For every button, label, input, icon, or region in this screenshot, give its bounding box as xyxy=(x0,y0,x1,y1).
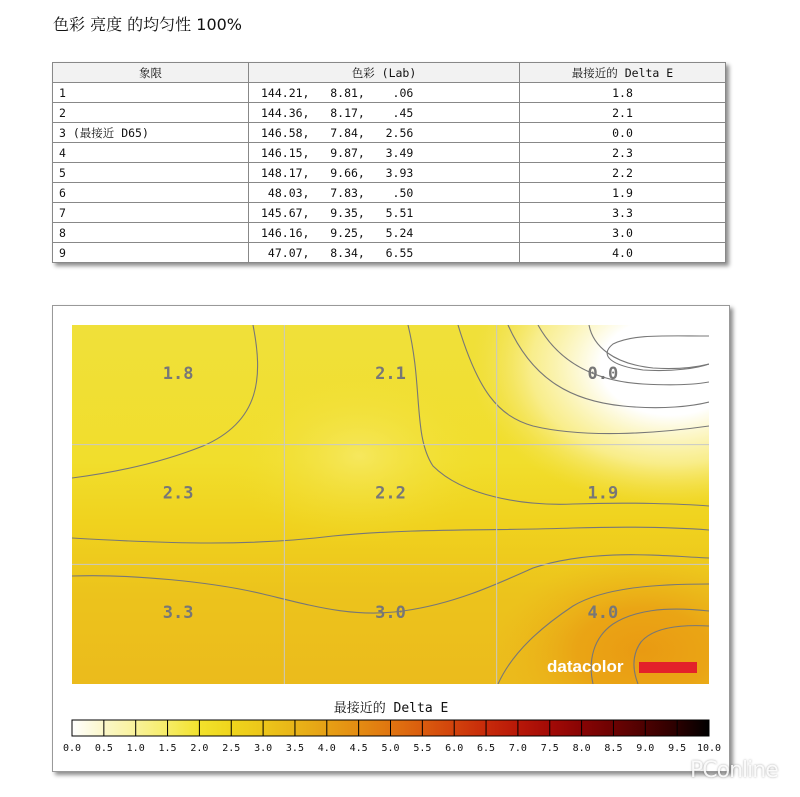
cell-delta-e: 2.3 xyxy=(520,143,726,163)
cell-quadrant: 7 xyxy=(53,203,249,223)
cell-lab: 148.17, 9.66, 3.93 xyxy=(249,163,520,183)
uniformity-chart-card xyxy=(52,305,730,772)
table-row xyxy=(53,103,726,123)
table-row xyxy=(53,123,726,143)
colorbar-title: 最接近的 Delta E xyxy=(333,701,449,716)
cell-delta-e: 4.0 xyxy=(520,243,726,263)
table-row xyxy=(53,163,726,183)
colorbar-tick-label: 5.5 xyxy=(413,743,432,754)
header-quadrant: 象限 xyxy=(53,63,249,83)
cell-quadrant: 6 xyxy=(53,183,249,203)
page-title: 色彩 亮度 的均匀性 100% xyxy=(53,15,243,34)
cell-value-label: 2.2 xyxy=(375,483,406,504)
header-lab: 色彩 (Lab) xyxy=(249,63,520,83)
cell-value-label: 2.1 xyxy=(375,363,406,384)
colorbar xyxy=(63,720,721,754)
cell-value-label: 1.8 xyxy=(162,363,194,384)
cell-value-label: 2.3 xyxy=(162,483,194,504)
colorbar-tick-label: 8.0 xyxy=(572,743,591,754)
watermark-logo: PConline xyxy=(690,758,778,783)
colorbar-tick-label: 7.0 xyxy=(508,743,527,754)
lab-table-container xyxy=(52,62,726,263)
colorbar-tick-label: 3.0 xyxy=(254,743,273,754)
cell-quadrant: 8 xyxy=(53,223,249,243)
header-delta-e: 最接近的 Delta E xyxy=(520,63,726,83)
table-row xyxy=(53,223,726,243)
colorbar-tick-label: 3.5 xyxy=(285,743,304,754)
cell-lab: 146.16, 9.25, 5.24 xyxy=(249,223,520,243)
colorbar-tick-label: 6.0 xyxy=(445,743,464,754)
uniformity-heatmap xyxy=(53,306,729,771)
colorbar-tick-label: 10.0 xyxy=(696,743,722,754)
colorbar-tick-label: 0.5 xyxy=(94,743,113,754)
cell-delta-e: 3.3 xyxy=(520,203,726,223)
cell-quadrant: 9 xyxy=(53,243,249,263)
cell-delta-e: 3.0 xyxy=(520,223,726,243)
cell-lab: 146.58, 7.84, 2.56 xyxy=(249,123,520,143)
colorbar-tick-label: 2.0 xyxy=(190,743,209,754)
cell-value-label: 3.3 xyxy=(162,603,194,624)
cell-quadrant: 5 xyxy=(53,163,249,183)
cell-value-label: 1.9 xyxy=(587,483,619,504)
datacolor-logo-bar xyxy=(639,662,697,673)
cell-lab: 144.36, 8.17, .45 xyxy=(249,103,520,123)
datacolor-logo-text: datacolor xyxy=(547,657,624,676)
colorbar-tick-label: 7.5 xyxy=(540,743,559,754)
cell-lab: 145.67, 9.35, 5.51 xyxy=(249,203,520,223)
lab-table xyxy=(52,62,726,263)
cell-quadrant: 4 xyxy=(53,143,249,163)
colorbar-tick-label: 2.5 xyxy=(222,743,241,754)
colorbar-tick-label: 5.0 xyxy=(381,743,400,754)
colorbar-tick-label: 6.5 xyxy=(477,743,496,754)
cell-delta-e: 1.9 xyxy=(520,183,726,203)
table-header-row xyxy=(53,63,726,83)
table-row xyxy=(53,143,726,163)
colorbar-tick-label: 1.0 xyxy=(126,743,145,754)
heatmap-shading-mid xyxy=(229,363,489,546)
cell-delta-e: 2.1 xyxy=(520,103,726,123)
cell-quadrant: 2 xyxy=(53,103,249,123)
cell-quadrant: 1 xyxy=(53,83,249,103)
cell-delta-e: 1.8 xyxy=(520,83,726,103)
table-row xyxy=(53,183,726,203)
colorbar-tick-label: 0.0 xyxy=(62,743,82,754)
cell-lab: 48.03, 7.83, .50 xyxy=(249,183,520,203)
table-row xyxy=(53,203,726,223)
colorbar-tick-label: 9.0 xyxy=(636,743,655,754)
colorbar-tick-label: 4.0 xyxy=(317,743,336,754)
table-row xyxy=(53,83,726,103)
colorbar-tick-label: 1.5 xyxy=(158,743,177,754)
colorbar-tick-label: 4.5 xyxy=(349,743,368,754)
cell-value-label: 4.0 xyxy=(587,603,619,624)
cell-value-label: 3.0 xyxy=(375,603,406,624)
cell-lab: 47.07, 8.34, 6.55 xyxy=(249,243,520,263)
colorbar-tick-label: 8.5 xyxy=(604,743,623,754)
cell-lab: 144.21, 8.81, .06 xyxy=(249,83,520,103)
cell-lab: 146.15, 9.87, 3.49 xyxy=(249,143,520,163)
cell-delta-e: 0.0 xyxy=(520,123,726,143)
colorbar-tick-label: 9.5 xyxy=(668,743,687,754)
cell-delta-e: 2.2 xyxy=(520,163,726,183)
table-row xyxy=(53,243,726,263)
cell-quadrant: 3 (最接近 D65) xyxy=(53,123,249,143)
cell-value-label: 0.0 xyxy=(587,363,619,384)
